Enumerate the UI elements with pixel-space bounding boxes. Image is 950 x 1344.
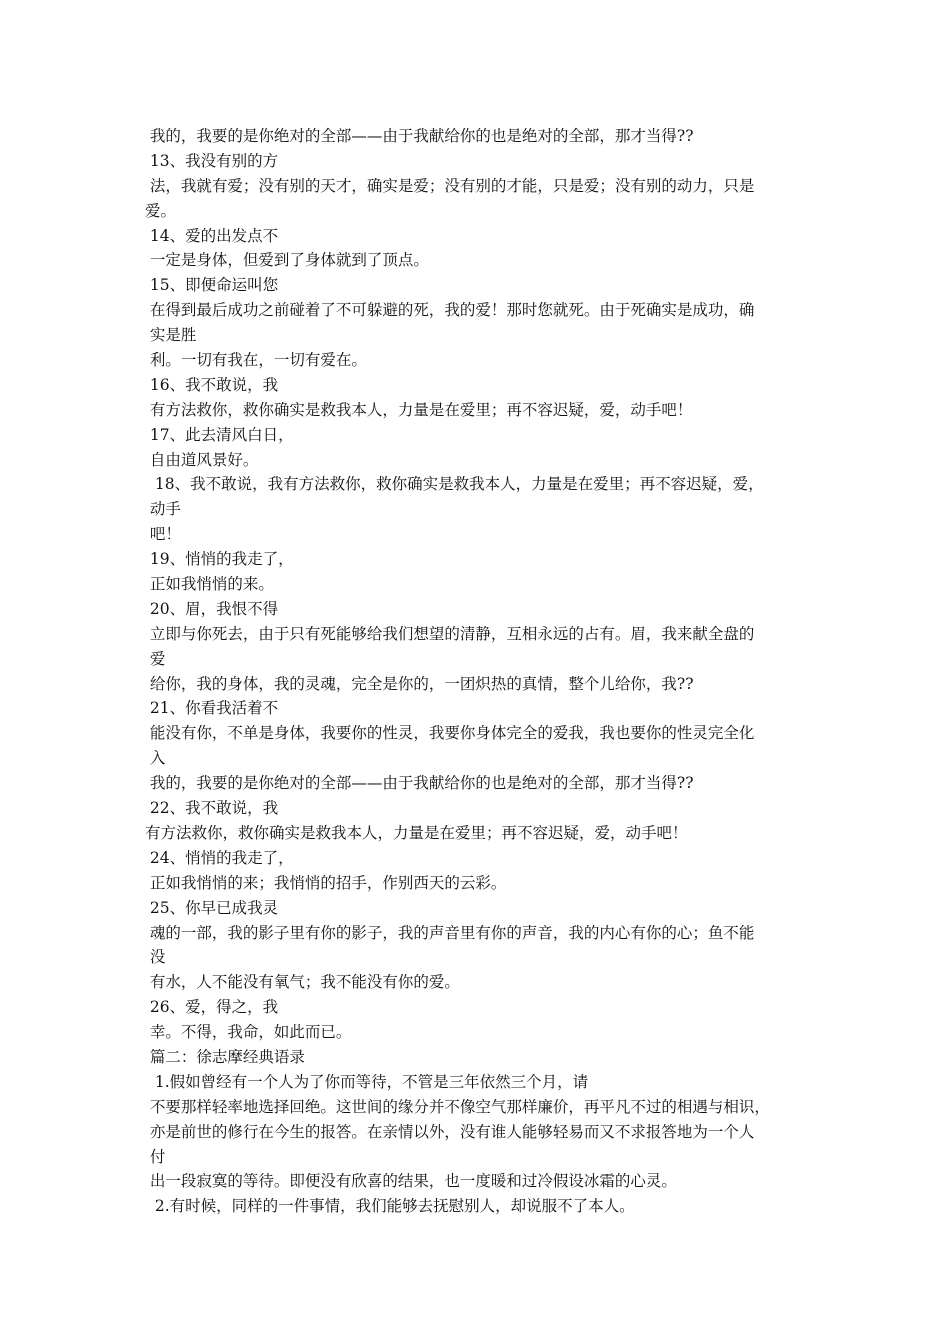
- text-line: 入: [145, 749, 166, 768]
- text-line: 2.有时候，同样的一件事情，我们能够去抚慰别人，却说服不了本人。: [145, 1197, 635, 1216]
- text-line: 19、悄悄的我走了，: [145, 550, 294, 569]
- text-line: 自由道风景好。: [145, 450, 259, 469]
- text-line: 没: [145, 948, 166, 967]
- text-line: 16、我不敢说，我: [145, 375, 279, 394]
- text-line: 有水，人不能没有氧气；我不能没有你的爱。: [145, 973, 460, 992]
- text-line: 给你，我的身体，我的灵魂，完全是你的，一团炽热的真情，整个儿给你，我??: [145, 674, 694, 693]
- text-line: 15、即便命运叫您: [145, 276, 279, 295]
- text-line: 亦是前世的修行在今生的报答。在亲情以外，没有谁人能够轻易而又不求报答地为一个人: [145, 1122, 755, 1141]
- text-line: 20、眉，我恨不得: [145, 599, 279, 618]
- text-line: 有方法救你，救你确实是救我本人，力量是在爱里；再不容迟疑，爱，动手吧！: [145, 823, 688, 842]
- text-line: 利。一切有我在，一切有爱在。: [145, 351, 367, 370]
- text-line: 幸。不得，我命，如此而已。: [145, 1023, 352, 1042]
- text-line: 不要那样轻率地选择回绝。这世间的缘分并不像空气那样廉价，再平凡不过的相遇与相识，: [145, 1097, 770, 1116]
- text-line: 1.假如曾经有一个人为了你而等待，不管是三年依然三个月，请: [145, 1072, 589, 1091]
- text-line: 魂的一部，我的影子里有你的影子，我的声音里有你的声音，我的内心有你的心；鱼不能: [145, 923, 755, 942]
- text-line: 在得到最后成功之前碰着了不可躲避的死，我的爱！那时您就死。由于死确实是成功，确: [145, 301, 755, 320]
- text-line: 17、此去清风白日，: [145, 425, 294, 444]
- text-line: 25、你早已成我灵: [145, 898, 279, 917]
- text-line: 爱: [145, 649, 166, 668]
- text-line: 14、爱的出发点不: [145, 226, 279, 245]
- text-line: 正如我悄悄的来。: [145, 575, 274, 594]
- text-line: 出一段寂寞的等待。即便没有欣喜的结果，也一度暖和过冷假设冰霜的心灵。: [145, 1172, 677, 1191]
- text-line: 有方法救你，救你确实是救我本人，力量是在爱里；再不容迟疑，爱，动手吧！: [145, 400, 693, 419]
- text-line: 24、悄悄的我走了，: [145, 848, 294, 867]
- text-line: 一定是身体，但爱到了身体就到了顶点。: [145, 251, 429, 270]
- text-line: 22、我不敢说，我: [145, 799, 279, 818]
- text-line: 法，我就有爱；没有别的天才，确实是爱；没有别的才能，只是爱；没有别的动力，只是: [145, 176, 755, 195]
- text-line: 能没有你，不单是身体，我要你的性灵，我要你身体完全的爱我，我也要你的性灵完全化: [145, 724, 755, 743]
- text-line: 立即与你死去，由于只有死能够给我们想望的清静，互相永远的占有。眉，我来献全盘的: [145, 624, 755, 643]
- text-line: 我的，我要的是你绝对的全部——由于我献给你的也是绝对的全部，那才当得??: [145, 127, 694, 145]
- document-body: [145, 124, 815, 1219]
- text-line: 吧！: [145, 525, 181, 544]
- text-line: 13、我没有别的方: [145, 151, 279, 170]
- text-line: 实是胜: [145, 326, 197, 345]
- text-line: 26、爱，得之，我: [145, 998, 279, 1017]
- text-line: 我的，我要的是你绝对的全部——由于我献给你的也是绝对的全部，那才当得??: [145, 774, 694, 793]
- text-line: 爱。: [145, 201, 177, 220]
- text-line: 正如我悄悄的来；我悄悄的招手，作别西天的云彩。: [145, 873, 507, 892]
- text-line: 篇二：徐志摩经典语录: [145, 1047, 305, 1066]
- text-line: 付: [145, 1147, 166, 1166]
- text-line: 21、你看我活着不: [145, 699, 279, 718]
- text-line: 18、我不敢说，我有方法救你，救你确实是救我本人，力量是在爱里；再不容迟疑，爱，: [145, 475, 764, 494]
- text-line: 动手: [145, 500, 181, 519]
